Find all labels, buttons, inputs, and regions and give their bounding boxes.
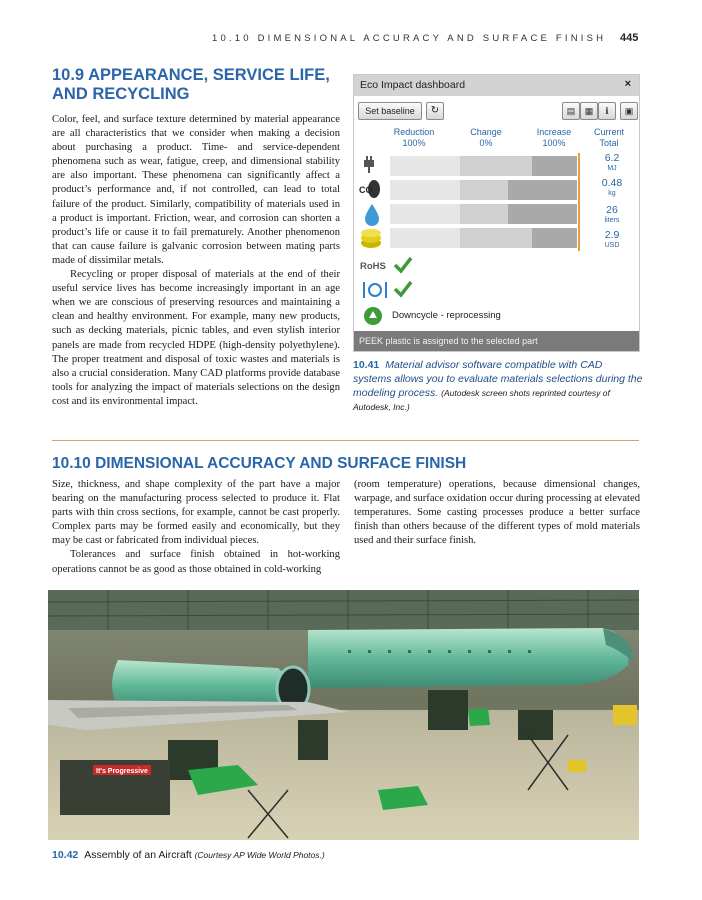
column-header-label: Reduction [393,127,435,137]
cost-bar-row [390,228,605,248]
figure-41-credit: (Autodesk screen shots reprinted courtesy of Autodesk, Inc.) [353,388,610,412]
plug-icon [360,153,382,175]
food-safe-icon [360,279,390,301]
figure-42-caption-text: Assembly of an Aircraft [84,849,192,861]
save-button[interactable] [620,102,638,120]
column-header-label: Change [470,127,502,137]
table-icon: ▦ [584,106,594,116]
column-header-change [458,127,514,149]
running-head [0,33,702,47]
column-header-label: Current [593,127,624,137]
water-current-value [592,205,632,225]
close-icon[interactable]: × [624,78,631,90]
recycle-icon [362,305,384,327]
section-9-paragraph-2: Recycling or proper disposal of materials at the end of their useful service lives has become increasingly important in an age when we are conscious of preserving resources and maintaining a clean and healthy environment. For example, many new products, such as decking materials, picnic tables, and even stylish interior panels are made from recycled HDPE (high-density polyethylene). The proper treatment and disposal of toxic wastes and materials is also a crucial consideration. Many CAD platforms provide database tools for analyzing the impact of materials selections on the design cost and its environmental impact. [52,269,341,407]
rohs-label: RoHS [360,261,386,272]
bar-segment-increase [532,156,577,176]
figure-42-credit: (Courtesy AP Wide World Photos.) [194,850,325,860]
aircraft-assembly-photo [48,590,639,840]
section-10-paragraph-3: (room temperature) operations, because dimensional changes, warpage, and surface oxidation occur during processing at elevated temperatures. Some casting processes produce a better surface finish than others because of the different types of mold materials used and their surface finish. [354,479,640,547]
eco-impact-dashboard [353,74,640,352]
dashboard-title-bar [354,75,639,96]
section-10-heading: 10.10 DIMENSIONAL ACCURACY AND SURFACE FINISH [52,455,467,472]
save-icon: ▣ [624,106,634,116]
column-header-label: Increase [536,127,572,137]
section-10-left-column [52,478,340,577]
figure-41-caption-text: Material advisor software compatible with CAD systems allows you to evaluate materials selections during the modeling process. [353,359,643,399]
table-view-button[interactable] [580,102,598,120]
water-unit: liters [604,217,620,224]
section-10-paragraph-1: Size, thickness, and shape complexity of the part have a major bearing on the manufacturing process selected to produce it. Flat parts with thin cross sections, for example, cannot be cast properly. Complex parts may be formed easily and economically, but they may be cast or fabricated from individual pieces. [52,479,340,547]
bar-segment-increase [508,180,577,200]
aircraft-assembly-illustration [48,590,639,840]
section-10-paragraph-2: Tolerances and surface finish obtained in hot-working operations cannot be as good as those obtained in cold-working [52,549,340,575]
co2-footprint-icon [358,176,384,200]
energy-bar-row [390,156,605,176]
coins-icon [358,227,384,251]
set-baseline-button[interactable]: Set baseline [358,102,422,120]
column-header-increase [526,127,582,149]
info-icon: ℹ [605,106,609,116]
bar-segment-change [460,180,508,200]
section-9-body [52,113,340,409]
cost-current-value [592,230,632,250]
column-header-value: 100% [402,138,426,148]
chart-view-button[interactable] [562,102,580,120]
figure-41-caption [353,358,643,414]
carbon-unit: kg [608,190,616,197]
column-header-value: 0% [479,138,493,148]
page-number: 445 [620,32,639,44]
check-icon [392,279,414,299]
figure-42-number: 10.42 [52,849,79,861]
section-9-paragraph-1: Color, feel, and surface texture determined by material appearance are all characteristics that we consider when making a decision about purchasing a product. Time- and service-dependent phenomena such as wear, fatigue, creep, and dimensional stability are also important. These phenomena can significantly affect a product’s performance and, if not controlled, can lead to total failure of the product. Similarly, compatibility of materials used in a product is important. Friction, wear, and corrosion can shorten a product’s life or cause it to fail prematurely. Another phenomenon that can cause failure is galvanic corrosion between mating parts made of dissimilar metals. [52,114,340,266]
section-9-heading-line1: 10.9 APPEARANCE, SERVICE LIFE, [52,66,330,84]
water-bar-row [390,204,605,224]
bar-segment-reduction [390,204,460,224]
cost-unit: USD [604,242,620,249]
running-head-title: 10.10 DIMENSIONAL ACCURACY AND SURFACE FINISH [212,33,607,44]
carbon-bar-row [390,180,605,200]
column-header-value: 100% [542,138,566,148]
energy-unit: MJ [607,165,617,172]
water-value: 26 [606,204,618,216]
dashboard-title: Eco Impact dashboard [360,79,466,91]
energy-current-value [592,153,632,173]
svg-text:CO: CO [359,185,373,195]
refresh-button[interactable] [426,102,444,120]
bar-segment-increase [532,228,577,248]
section-9-heading [52,66,342,104]
column-header-value: Total [599,138,619,148]
bar-segment-reduction [390,180,460,200]
carbon-current-value [592,178,632,198]
energy-value: 6.2 [604,152,620,164]
carbon-value: 0.48 [601,177,623,189]
bar-segment-change [460,228,532,248]
column-header-current-total [584,127,634,149]
section-10-right-column [354,478,640,548]
info-button[interactable] [598,102,616,120]
bar-segment-change [460,204,508,224]
section-divider [52,440,639,441]
cost-value: 2.9 [604,229,620,241]
bar-segment-reduction [390,156,460,176]
section-9-heading-line2: AND RECYCLING [52,85,190,103]
bar-segment-increase [508,204,577,224]
bar-segment-change [460,156,532,176]
bar-segment-reduction [390,228,460,248]
figure-41-number: 10.41 [353,359,380,371]
refresh-icon: ↻ [430,105,440,116]
downcycle-label: Downcycle - reprocessing [392,310,501,321]
chart-icon: ▤ [566,106,576,116]
status-text: PEEK plastic is assigned to the selected part [359,336,538,346]
column-header-reduction [384,127,444,149]
status-bar [354,331,639,351]
photo-banner-text: It's Progressive [96,768,148,775]
current-total-marker-line [578,153,580,251]
water-drop-icon [362,202,382,226]
figure-42-caption [52,848,642,862]
check-icon [392,255,414,275]
